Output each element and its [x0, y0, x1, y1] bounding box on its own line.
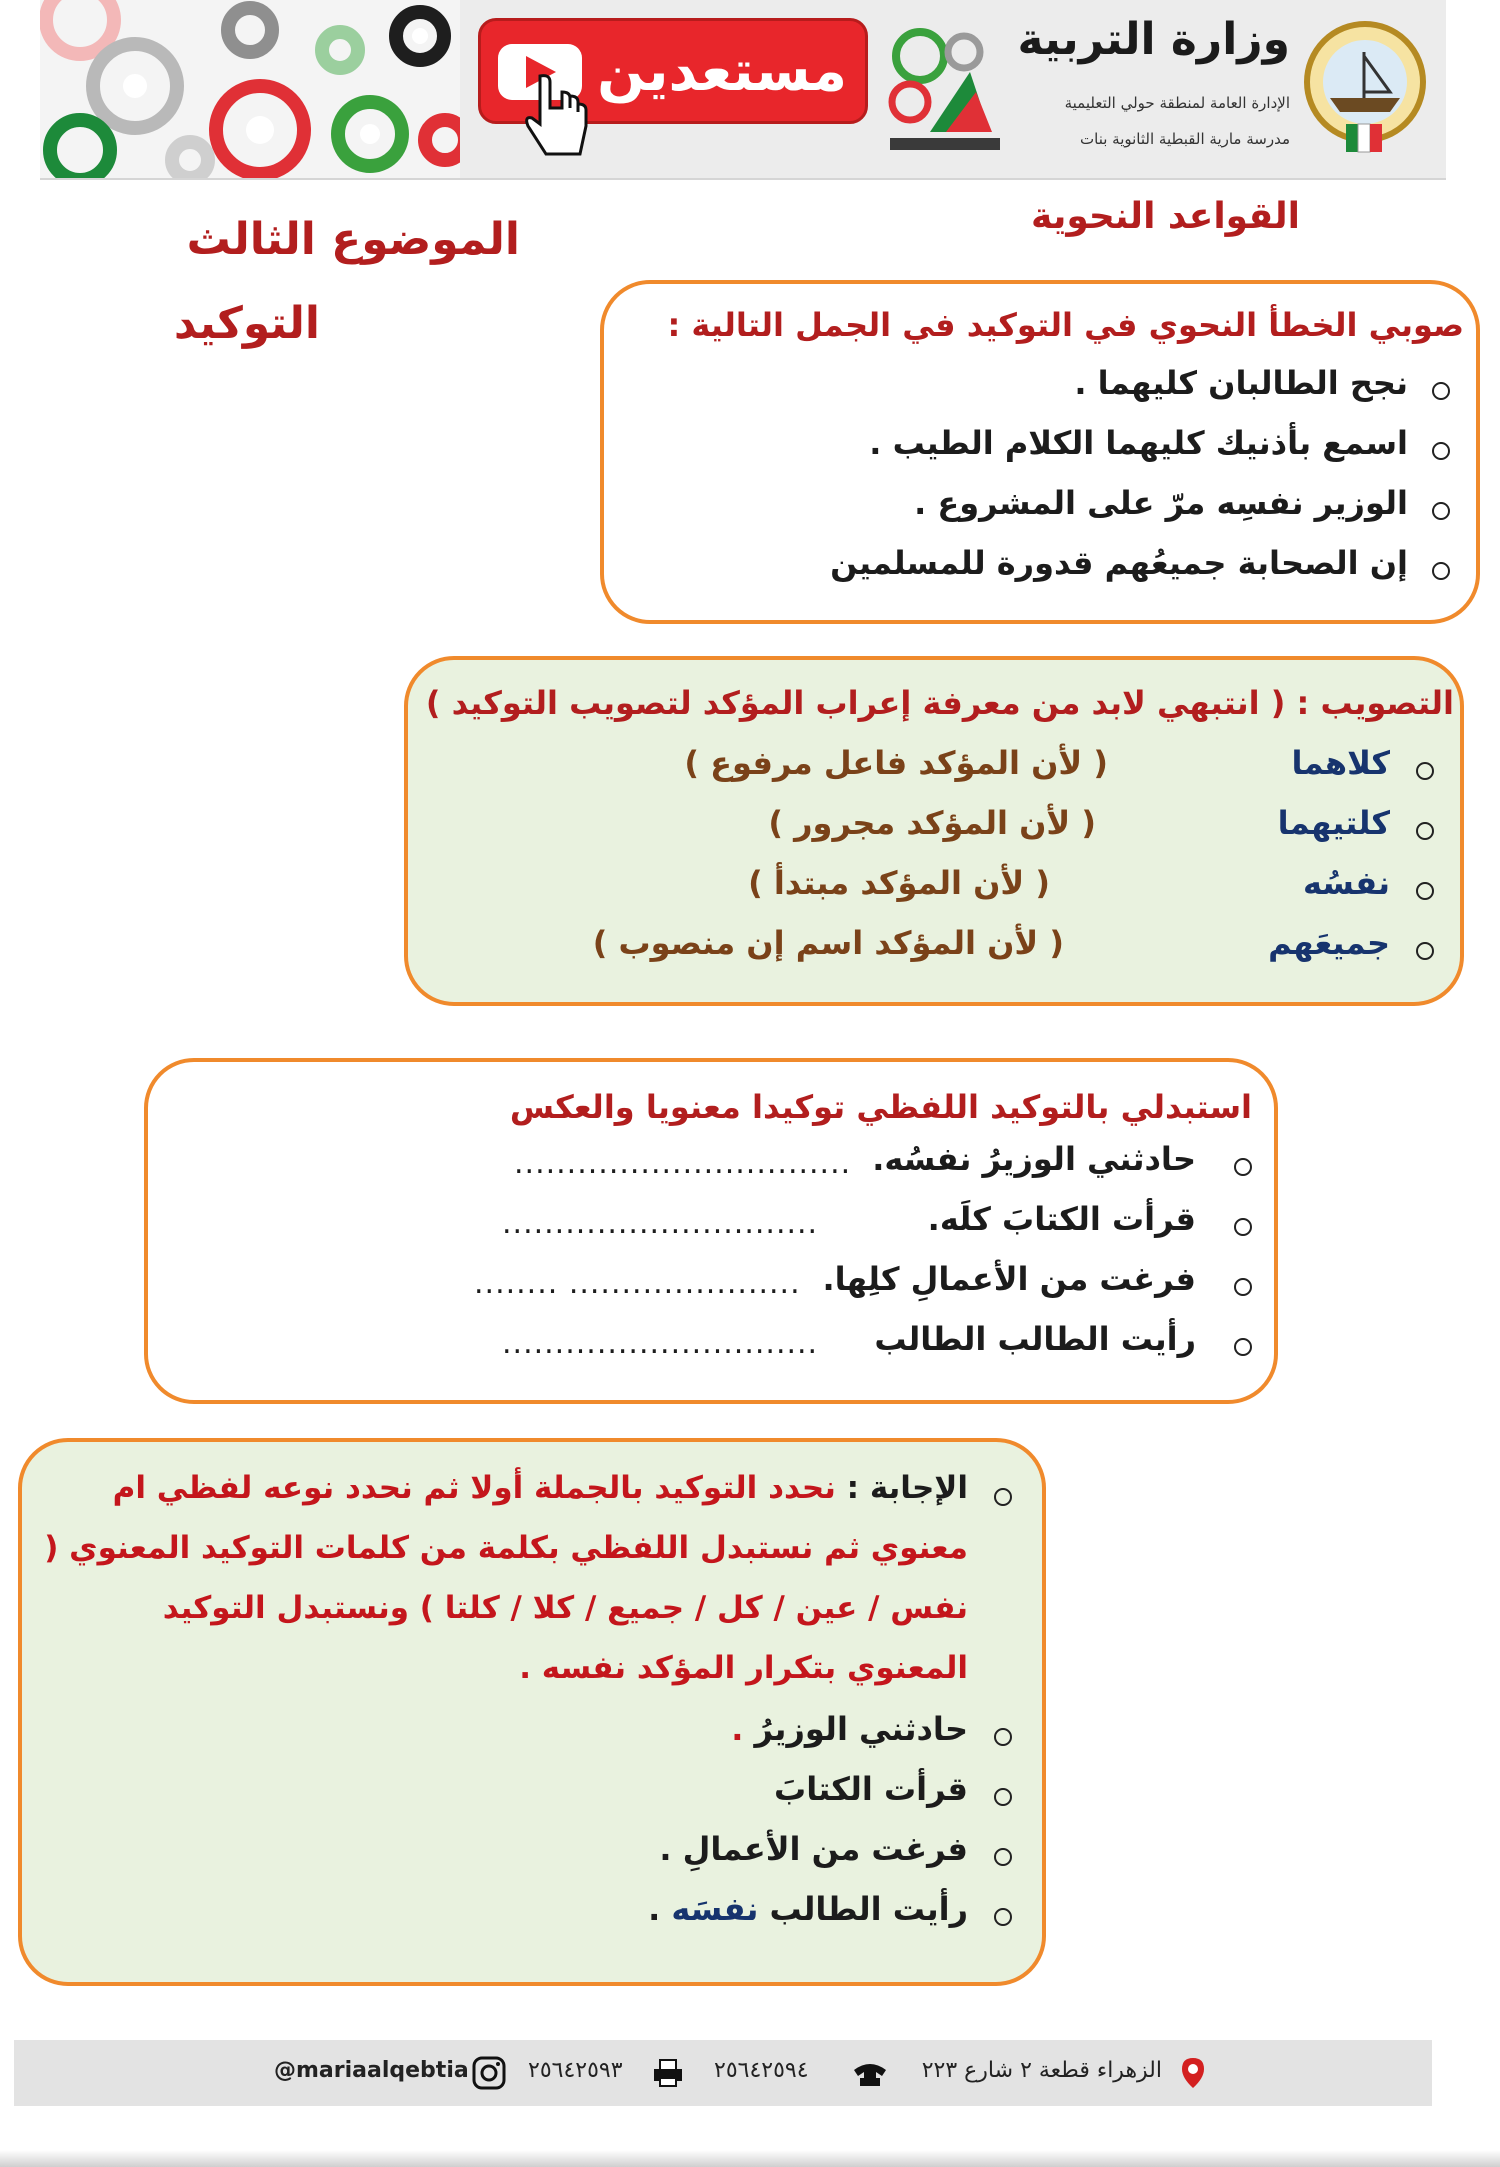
instagram-icon[interactable]: [472, 2056, 506, 2094]
phone-icon: [850, 2058, 890, 2092]
correction-reason: ( لأن المؤكد اسم إن منصوب ): [592, 924, 1064, 962]
answer-item: رأيت الطالب نفسَه .: [648, 1890, 968, 1928]
correction-word: كلتيهما: [1277, 804, 1390, 842]
exercise-title: صوبي الخطأ النحوي في التوكيد في الجمل التالية :: [667, 306, 1464, 344]
answer-label: الإجابة :: [846, 1470, 968, 1506]
topic-heading: الموضوع الثالث: [186, 214, 520, 265]
ministry-title: وزارة التربية: [1017, 14, 1290, 65]
answer-blank[interactable]: ..............................: [502, 1326, 819, 1361]
exercise2-item: رأيت الطالب الطالب: [874, 1320, 1196, 1358]
exercise-item: الوزير نفسِه مرّ على المشروع .: [914, 484, 1408, 522]
location-pin-icon: [1180, 2056, 1206, 2094]
correction-reason: ( لأن المؤكد مجرور ): [768, 804, 1096, 842]
bullet-icon: [1416, 942, 1434, 960]
kuwait-emblem: [1300, 12, 1430, 162]
bullet-icon: [1432, 502, 1450, 520]
bullet-icon: [1234, 1278, 1252, 1296]
ministry-subtitle: الإدارة العامة لمنطقة حولي التعليمية: [1064, 94, 1290, 112]
correction-word: نفسُه: [1302, 864, 1390, 902]
exercise-item: نجح الطالبان كليهما .: [1074, 364, 1408, 402]
bullet-icon: [1234, 1338, 1252, 1356]
topic-name: التوكيد: [173, 298, 320, 349]
answer-item: قرأت الكتابَ: [774, 1770, 968, 1808]
exercise2-item: قرأت الكتابَ كلَه.: [927, 1200, 1196, 1238]
correction-reason: ( لأن المؤكد مبتدأ ): [748, 864, 1050, 902]
footer-fax: ٢٥٦٤٢٥٩٣: [528, 2058, 623, 2083]
answer-blank[interactable]: ..............................: [502, 1206, 819, 1241]
bullet-icon: [1432, 382, 1450, 400]
hand-cursor-icon: [520, 72, 600, 164]
answer-item: حادثني الوزيرُ .: [731, 1710, 968, 1748]
bullet-icon: [1416, 762, 1434, 780]
school-name: مدرسة مارية القبطية الثانوية بنات: [1080, 130, 1290, 148]
bullet-icon: [1432, 562, 1450, 580]
gears-decoration: [40, 0, 460, 178]
answer-blank[interactable]: ........ ......................: [474, 1266, 801, 1301]
bullet-icon: [994, 1728, 1012, 1746]
answer-line: معنوي ثم نستبدل اللفظي بكلمة من كلمات التوكيد المعنوي (: [44, 1530, 968, 1566]
bullet-icon: [1416, 822, 1434, 840]
bullet-icon: [994, 1908, 1012, 1926]
correction-word: جميعَهم: [1268, 924, 1390, 962]
school-logo: [880, 22, 1008, 158]
answer-line: نحدد التوكيد بالجملة أولا ثم نحدد نوعه لفظي ام: [112, 1470, 836, 1506]
answer-blank[interactable]: ................................: [514, 1146, 852, 1181]
bullet-icon: [1234, 1158, 1252, 1176]
mustaeddin-label: مستعدين: [597, 38, 847, 104]
page-bottom-shadow: [0, 2150, 1500, 2167]
bullet-icon: [994, 1788, 1012, 1806]
fax-icon: [652, 2058, 684, 2092]
exercise2-item: حادثني الوزيرُ نفسُه.: [872, 1140, 1196, 1178]
bullet-icon: [1432, 442, 1450, 460]
correction-title: التصويب : ( انتبهي لابد من معرفة إعراب المؤكد لتصويب التوكيد ): [425, 684, 1454, 722]
answer-item: فرغت من الأعمالِ .: [659, 1830, 968, 1868]
exercise-item: إن الصحابة جميعُهم قدورة للمسلمين: [830, 544, 1408, 582]
answer-line: المعنوي بتكرار المؤكد نفسه .: [519, 1650, 968, 1686]
footer-phone: ٢٥٦٤٢٥٩٤: [714, 2058, 809, 2083]
bullet-icon: [1234, 1218, 1252, 1236]
correction-reason: ( لأن المؤكد فاعل مرفوع ): [684, 744, 1108, 782]
correction-word: كلاهما: [1291, 744, 1390, 782]
section-heading: القواعد النحوية: [1030, 196, 1300, 237]
footer-address: الزهراء قطعة ٢ شارع ٢٢٣: [921, 2058, 1162, 2083]
bullet-icon: [1416, 882, 1434, 900]
answer-line: نفس / عين / كل / جميع / كلا / كلتا ) ونستبدل التوكيد: [162, 1590, 968, 1626]
exercise2-title: استبدلي بالتوكيد اللفظي توكيدا معنويا والعكس: [509, 1088, 1252, 1126]
footer-instagram[interactable]: @mariaalqebtia: [274, 2058, 469, 2083]
bullet-icon: [994, 1848, 1012, 1866]
exercise-item: اسمع بأذنيك كليهما الكلام الطيب .: [869, 424, 1408, 462]
answer-intro: [113, 1470, 968, 1506]
bullet-icon: [994, 1488, 1012, 1506]
exercise2-item: فرغت من الأعمالِ كلِها.: [822, 1260, 1196, 1298]
